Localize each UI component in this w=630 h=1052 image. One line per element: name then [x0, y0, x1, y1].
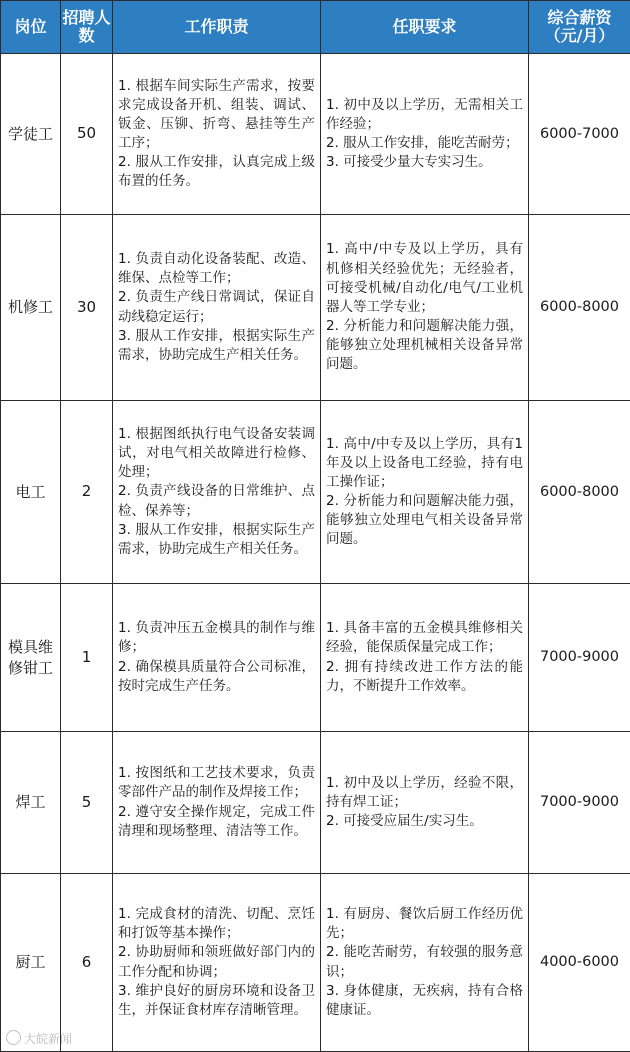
salary-cell: 6000-8000 — [529, 401, 630, 584]
requirement-item: 1. 高中/中专及以上学历，具有1年及以上设备电工经验，持有电工操作证； — [326, 435, 523, 492]
table-row — [1, 54, 630, 215]
requirement-item: 1. 具备丰富的五金模具维修相关经验，能保质保量完成工作； — [326, 619, 523, 657]
duty-item: 2. 协助厨师和领班做好部门内的工作分配和协调； — [118, 943, 315, 981]
duties-cell — [113, 54, 321, 215]
duty-item: 1. 根据图纸执行电气设备安装调试，对电气相关故障进行检修、处理； — [118, 425, 315, 482]
count-cell: 5 — [61, 732, 113, 874]
duty-item: 2. 遵守安全操作规定，完成工件清理和现场整理、清洁等工作。 — [118, 803, 315, 841]
duties-cell — [113, 874, 321, 1052]
requirements-cell — [321, 401, 529, 584]
watermark — [6, 1030, 72, 1047]
requirement-item: 2. 服从工作安排，能吃苦耐劳； — [326, 134, 523, 153]
duty-item: 2. 负责产线设备的日常维护、点检、保养等； — [118, 482, 315, 520]
table-row — [1, 401, 630, 584]
position-cell: 厨工 — [1, 874, 61, 1052]
requirement-item: 1. 初中及以上学历，经验不限，持有焊工证； — [326, 774, 523, 812]
table-row — [1, 584, 630, 732]
position-cell: 模具维修钳工 — [1, 584, 61, 732]
duty-item: 1. 负责自动化设备装配、改造、维保、点检等工作； — [118, 250, 315, 288]
position-cell: 机修工 — [1, 215, 61, 401]
table-row — [1, 215, 630, 401]
count-cell: 2 — [61, 401, 113, 584]
duty-item: 2. 服从工作安排，认真完成上级布置的任务。 — [118, 153, 315, 191]
header-count: 招聘人数 — [61, 1, 113, 54]
header-position: 岗位 — [1, 1, 61, 54]
requirements-cell — [321, 584, 529, 732]
duty-item: 3. 服从工作安排，根据实际生产需求，协助完成生产相关任务。 — [118, 327, 315, 365]
duties-cell — [113, 584, 321, 732]
requirements-cell — [321, 874, 529, 1052]
watermark-text: 大皖新闻 — [24, 1032, 72, 1046]
duty-item: 1. 完成食材的清洗、切配、烹饪和打饭等基本操作； — [118, 905, 315, 943]
salary-cell: 7000-9000 — [529, 584, 630, 732]
duty-item: 1. 根据车间实际生产需求，按要求完成设备开机、组装、调试、钣金、压铆、折弯、悬挂等生产工序； — [118, 77, 315, 154]
duty-item: 2. 确保模具质量符合公司标准，按时完成生产任务。 — [118, 658, 315, 696]
header-duties: 工作职责 — [113, 1, 321, 54]
count-cell: 1 — [61, 584, 113, 732]
duty-item: 1. 负责冲压五金模具的制作与维修； — [118, 619, 315, 657]
requirement-item: 1. 有厨房、餐饮后厨工作经历优先； — [326, 905, 523, 943]
requirements-cell — [321, 54, 529, 215]
count-cell: 6 — [61, 874, 113, 1052]
count-cell: 50 — [61, 54, 113, 215]
salary-cell: 6000-8000 — [529, 215, 630, 401]
requirement-item: 2. 能吃苦耐劳，有较强的服务意识； — [326, 943, 523, 981]
position-cell: 学徒工 — [1, 54, 61, 215]
duty-item: 3. 服从工作安排，根据实际生产需求，协助完成生产相关任务。 — [118, 521, 315, 559]
duties-cell — [113, 215, 321, 401]
position-cell: 焊工 — [1, 732, 61, 874]
count-cell: 30 — [61, 215, 113, 401]
requirement-item: 1. 高中/中专及以上学历，具有机修相关经验优先；无经验者，可接受机械/自动化/电气/工业机器人等工学专业； — [326, 240, 523, 317]
header-salary: 综合薪资（元/月） — [529, 1, 630, 54]
duty-item: 3. 维护良好的厨房环境和设备卫生，并保证食材库存清晰管理。 — [118, 982, 315, 1020]
duties-cell — [113, 401, 321, 584]
duty-item: 1. 按图纸和工艺技术要求，负责零部件产品的制作及焊接工作； — [118, 764, 315, 802]
header-row — [1, 1, 630, 54]
requirement-item: 2. 拥有持续改进工作方法的能力，不断提升工作效率。 — [326, 658, 523, 696]
requirement-item: 2. 分析能力和问题解决能力强，能够独立处理机械相关设备异常问题。 — [326, 317, 523, 374]
table-row — [1, 732, 630, 874]
watermark-logo-icon — [6, 1030, 21, 1045]
header-requirements: 任职要求 — [321, 1, 529, 54]
position-cell: 电工 — [1, 401, 61, 584]
requirement-item: 1. 初中及以上学历，无需相关工作经验； — [326, 96, 523, 134]
requirements-cell — [321, 732, 529, 874]
duties-cell — [113, 732, 321, 874]
salary-cell: 4000-6000 — [529, 874, 630, 1052]
requirement-item: 2. 分析能力和问题解决能力强，能够独立处理电气相关设备异常问题。 — [326, 492, 523, 549]
duty-item: 2. 负责生产线日常调试，保证自动线稳定运行； — [118, 288, 315, 326]
requirement-item: 2. 可接受应届生/实习生。 — [326, 812, 523, 831]
requirements-cell — [321, 215, 529, 401]
table-row — [1, 874, 630, 1052]
requirement-item: 3. 身体健康，无疾病，持有合格健康证。 — [326, 982, 523, 1020]
salary-cell: 7000-9000 — [529, 732, 630, 874]
salary-cell: 6000-7000 — [529, 54, 630, 215]
requirement-item: 3. 可接受少量大专实习生。 — [326, 153, 523, 172]
